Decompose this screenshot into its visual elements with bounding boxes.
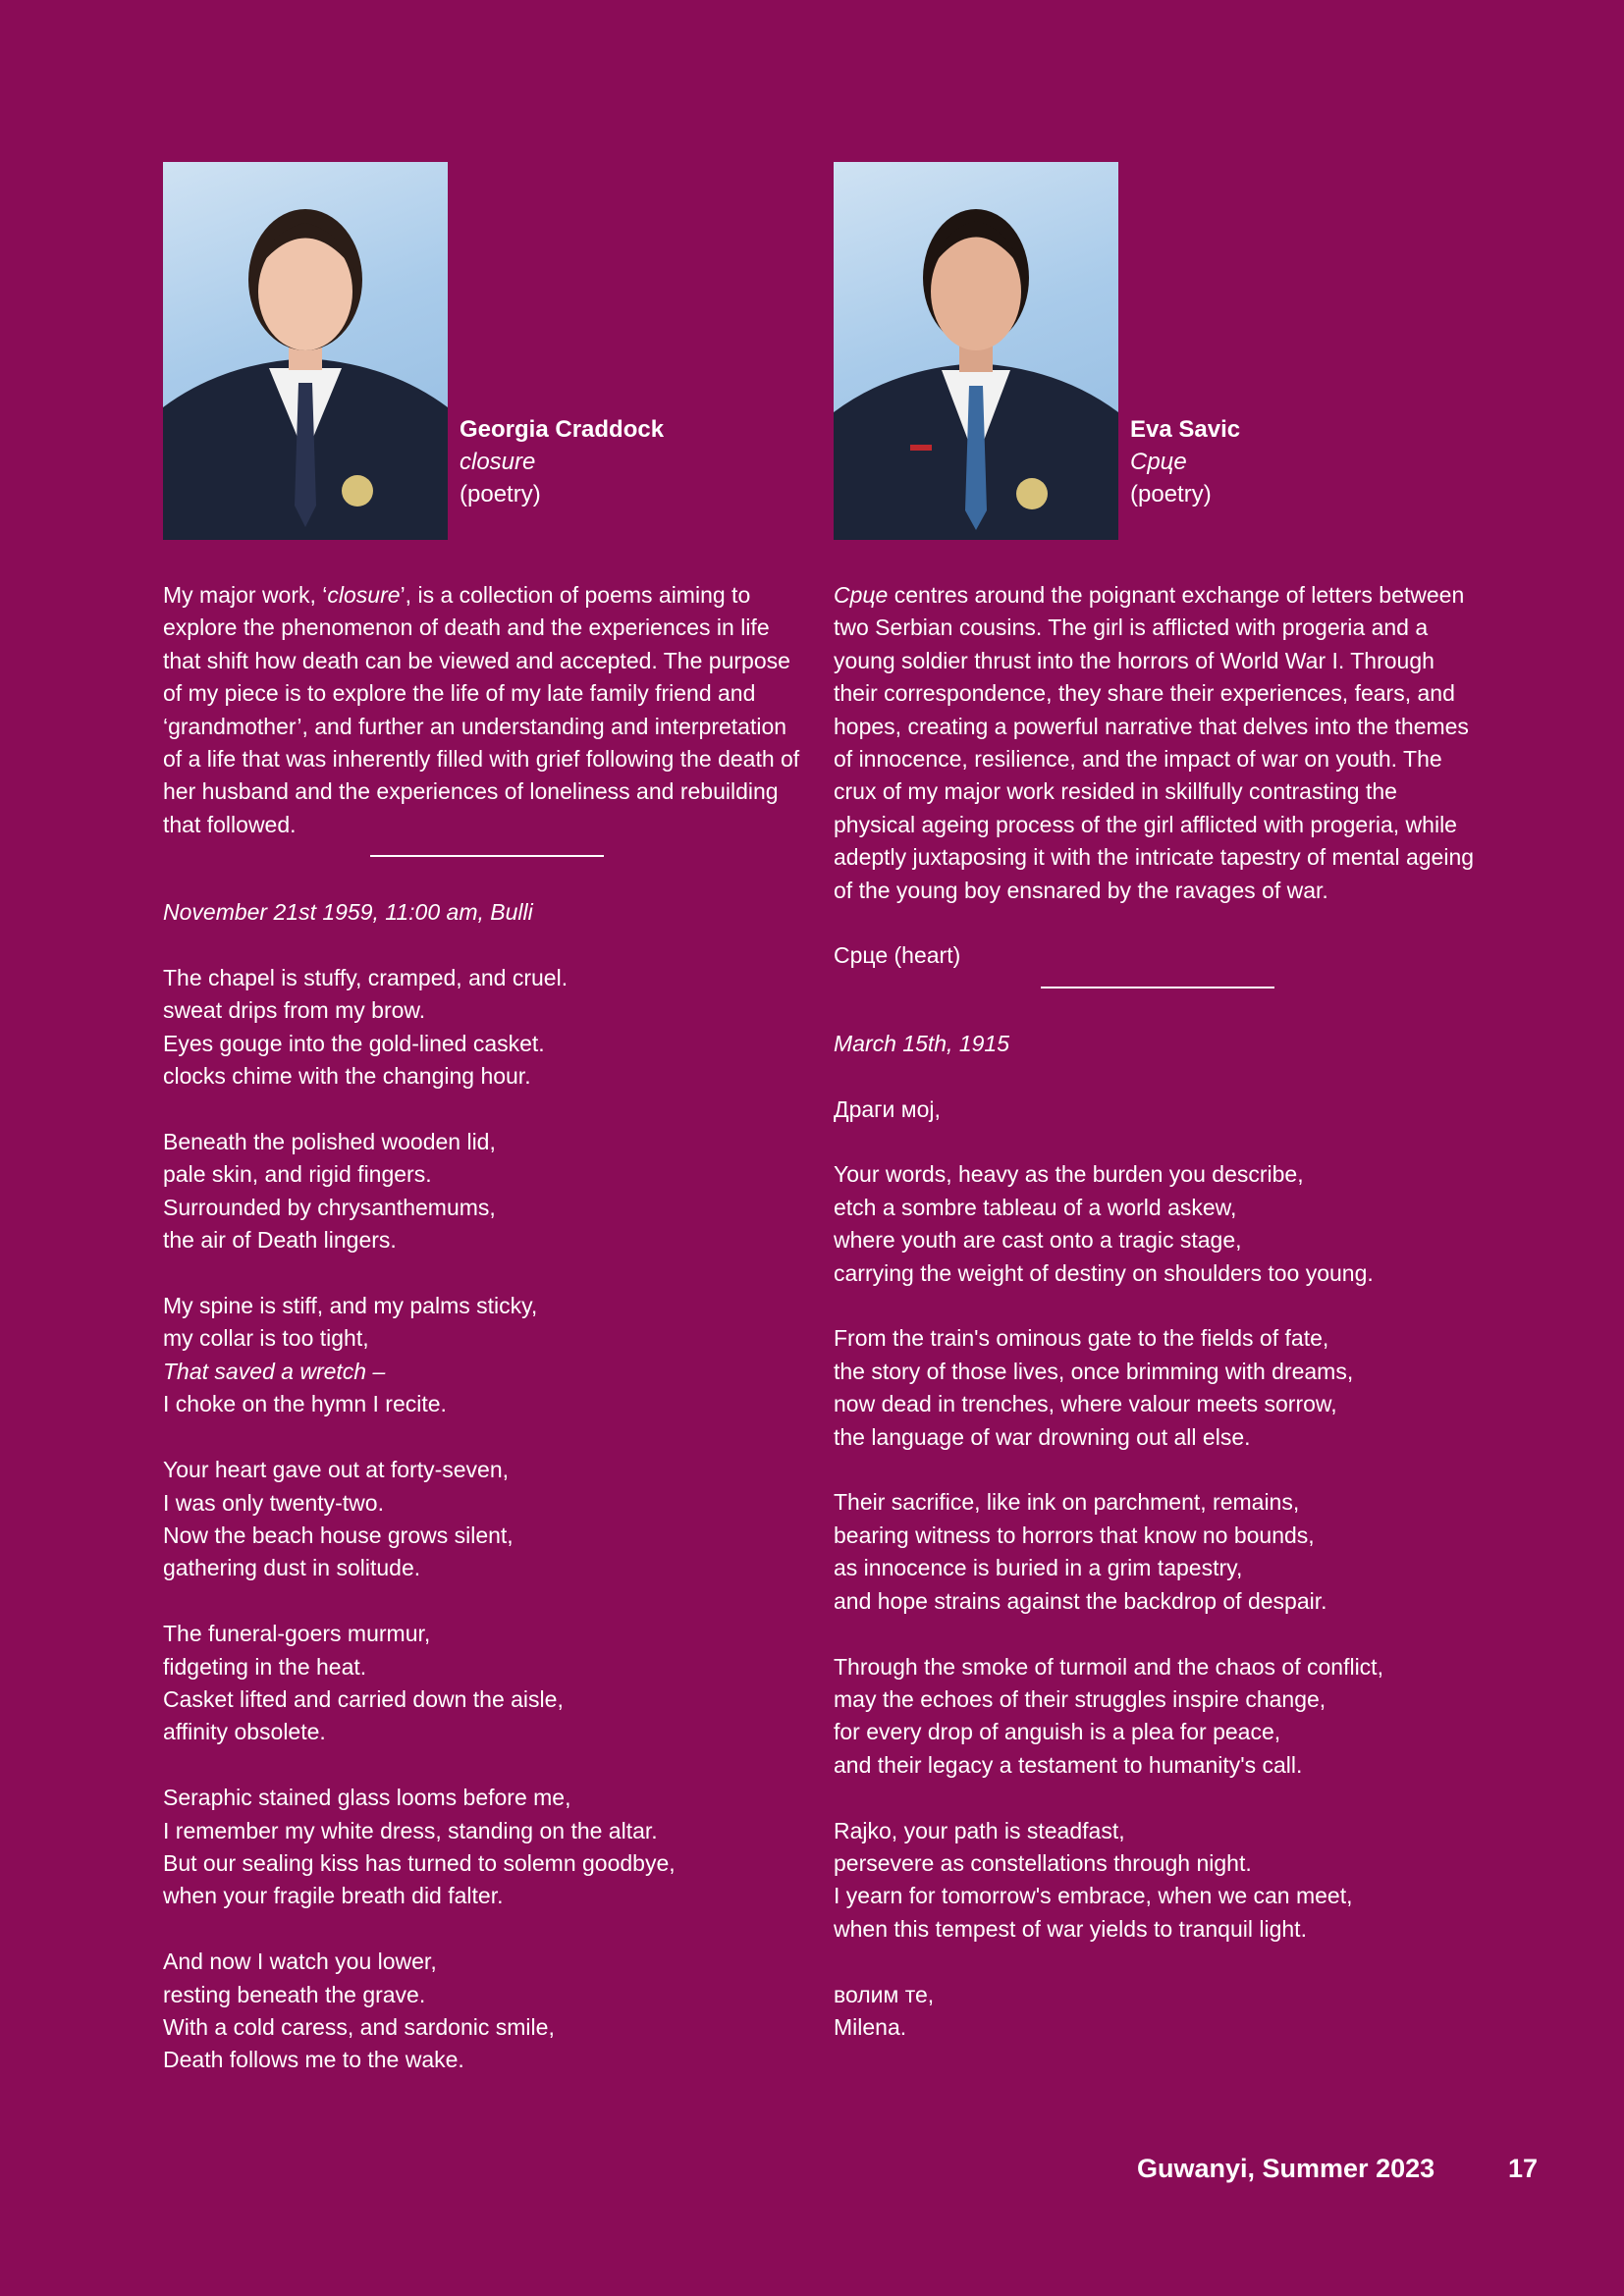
- poem-salutation: Драги мој,: [834, 1095, 941, 1122]
- poem-stanza: Beneath the polished wooden lid, pale skin, and rigid fingers. Surrounded by chrysanthemums, the air of Death lingers.: [163, 1129, 496, 1254]
- right-author-header: [834, 0, 1482, 540]
- poem-stanza: Your heart gave out at forty-seven, I was only twenty-two. Now the beach house grows silent, gathering dust in solitude.: [163, 1457, 514, 1581]
- poem-stanza: Seraphic stained glass looms before me, I remember my white dress, standing on the altar. But our sealing kiss has turned to solemn goodbye, when your fragile breath did falter.: [163, 1785, 676, 1909]
- section-divider: [1041, 987, 1274, 988]
- left-column: [163, 0, 811, 2077]
- author-name: Georgia Craddock: [460, 416, 665, 443]
- poem-stanza: Their sacrifice, like ink on parchment, remains, bearing witness to horrors that know no bounds, as innocence is buried in a grim tapestry, and hope strains against the backdrop of despair.: [834, 1489, 1327, 1614]
- poem-closing: волим те, Milena.: [834, 1981, 935, 2040]
- poem-stanza: Through the smoke of turmoil and the chaos of conflict, may the echoes of their struggles inspire change, for every drop of anguish is a plea for peace, and their legacy a testament to humanity's call.: [834, 1653, 1383, 1778]
- right-column: [834, 0, 1482, 2044]
- poem-dateline: November 21st 1959, 11:00 am, Bulli: [163, 899, 533, 926]
- footer-page-number: 17: [1508, 2154, 1539, 2183]
- georgia-portrait-photo: [163, 162, 448, 540]
- section-divider: [370, 855, 604, 857]
- poem-stanza: The funeral-goers murmur, fidgeting in the heat. Casket lifted and carried down the aisle, affinity obsolete.: [163, 1621, 564, 1745]
- author-name: Eva Savic: [1130, 416, 1241, 443]
- work-genre: (poetry): [1130, 481, 1212, 507]
- poem-stanza: From the train's ominous gate to the fields of fate, the story of those lives, once brimming with dreams, now dead in trenches, where valour meets sorrow, the language of war drowning out all else.: [834, 1325, 1354, 1450]
- footer-publication-title: Guwanyi, Summer 2023: [1137, 2154, 1435, 2183]
- work-genre: (poetry): [460, 481, 541, 507]
- left-author-header: [163, 0, 811, 540]
- poem-stanza: My spine is stiff, and my palms sticky, my collar is too tight, That saved a wretch – I choke on the hymn I recite.: [163, 1293, 538, 1417]
- eva-portrait-photo: [834, 162, 1118, 540]
- poem-heading: Срце (heart): [834, 942, 961, 969]
- work-title: closure: [460, 449, 536, 475]
- poem-dateline: March 15th, 1915: [834, 1030, 1010, 1056]
- left-author-meta: [460, 413, 664, 510]
- poem-stanza: And now I watch you lower, resting beneath the grave. With a cold caress, and sardonic smile, Death follows me to the wake.: [163, 1949, 555, 2073]
- poem-stanza: Your words, heavy as the burden you describe, etch a sombre tableau of a world askew, where youth are cast onto a tragic stage, carrying the weight of destiny on shoulders too young.: [834, 1161, 1374, 1286]
- right-intro-paragraph: Срце centres around the poignant exchange of letters between two Serbian cousins. The girl is afflicted with progeria and a young soldier thrust into the horrors of World War I. Through their correspondence, they share their experiences, fears, and hopes, creating a powerful narrative that delves into the themes of innocence, resilience, and the impact of war on youth. The crux of my major work resided in skillfully contrasting the physical ageing process of the girl afflicted with progeria, while adeptly juxtaposing it with the intricate tapestry of mental ageing of the young boy ensnared by the ravages of war.: [834, 582, 1475, 903]
- work-title: Срце: [1130, 449, 1187, 475]
- poem-stanza: The chapel is stuffy, cramped, and cruel. sweat drips from my brow. Eyes gouge into the gold-lined casket. clocks chime with the changing hour.: [163, 965, 568, 1090]
- poem-stanza: Rajko, your path is steadfast, persevere as constellations through night. I yearn for tomorrow's embrace, when we can meet, when this tempest of war yields to tranquil light.: [834, 1817, 1353, 1942]
- left-intro-paragraph: My major work, ‘closure’, is a collection of poems aiming to explore the phenomenon of death and the experiences in life that shift how death can be viewed and accepted. The purpose of my piece is to explore the life of my late family friend and ‘grandmother’, and further an understanding and interpretation of a life that was inherently filled with grief following the death of her husband and the experiences of loneliness and rebuilding that followed.: [163, 582, 800, 837]
- right-author-meta: [1130, 413, 1240, 510]
